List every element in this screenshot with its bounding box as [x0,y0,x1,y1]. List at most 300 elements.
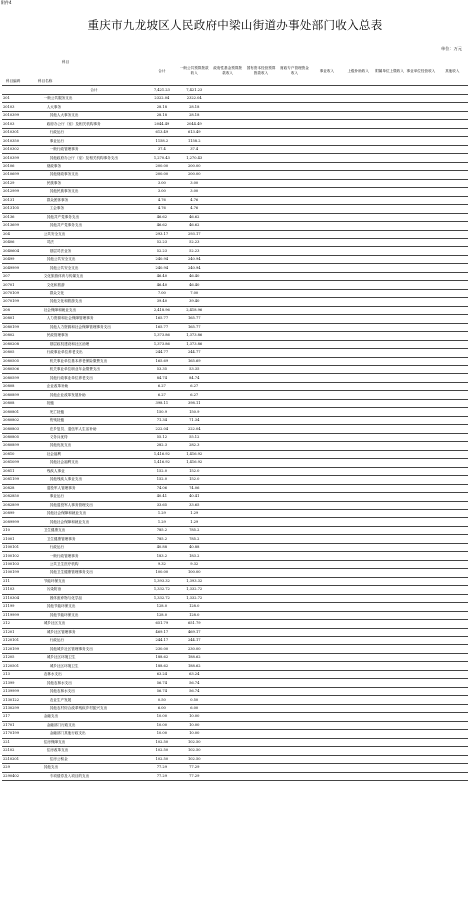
row-code: 20499 [2,255,42,263]
empty-cell [343,459,374,467]
empty-cell [311,255,342,263]
empty-cell [437,704,468,712]
empty-cell [405,188,436,196]
empty-cell [278,399,311,407]
row-code: 20103 [2,103,42,111]
empty-cell [343,306,374,314]
empty-cell [374,230,405,238]
empty-cell [405,747,436,755]
empty-cell [211,721,244,729]
empty-cell [278,526,311,534]
empty-cell [311,408,342,416]
row-general-budget: 469.17 [178,628,211,636]
empty-cell [278,755,311,763]
empty-cell [244,704,277,712]
row-code: 2082850 [2,493,42,501]
row-general-budget: 188.62 [178,662,211,670]
row-general-budget: 102.50 [178,747,211,755]
empty-cell [211,730,244,738]
empty-cell [437,687,468,695]
empty-cell [343,222,374,230]
empty-cell [244,738,277,746]
empty-cell [437,238,468,246]
empty-cell [311,543,342,551]
empty-cell [343,501,374,509]
table-row [2,442,468,450]
empty-cell [211,111,244,119]
empty-cell [437,577,468,585]
empty-cell [343,442,374,450]
empty-cell [211,222,244,230]
empty-cell [437,408,468,416]
table-row [2,628,468,636]
empty-cell [311,526,342,534]
empty-cell [244,289,277,297]
table-row [2,247,468,255]
empty-cell [405,755,436,763]
row-total: 188.62 [146,653,177,661]
empty-cell [405,95,436,103]
row-name: 其他共产党事务支出 [42,222,146,230]
empty-cell [343,340,374,348]
row-general-budget: 28.18 [178,111,211,119]
empty-cell [437,255,468,263]
row-general-budget: 128.0 [178,611,211,619]
empty-cell [405,476,436,484]
empty-cell [343,611,374,619]
table-row [2,687,468,695]
row-code: 20136 [2,213,42,221]
empty-cell [278,747,311,755]
empty-cell [437,493,468,501]
empty-cell [311,628,342,636]
table-row [2,611,468,619]
empty-cell [244,222,277,230]
table-row [2,306,468,314]
row-code: 2082899 [2,501,42,509]
empty-cell [311,611,342,619]
empty-cell [437,95,468,103]
table-row [2,162,468,170]
empty-cell [311,738,342,746]
empty-cell [278,493,311,501]
empty-cell [311,416,342,424]
empty-cell [244,764,277,772]
empty-cell [244,501,277,509]
empty-cell [311,205,342,213]
empty-cell [211,196,244,204]
table-row [2,145,468,153]
empty-cell [343,128,374,136]
empty-cell [374,128,405,136]
empty-cell [437,543,468,551]
empty-cell [437,162,468,170]
empty-cell [278,704,311,712]
empty-cell [374,120,405,128]
unit-label: 单位：万元 [441,46,462,51]
row-total: 1,393.32 [146,577,177,585]
row-total: 71.34 [146,416,177,424]
empty-cell [278,653,311,661]
empty-cell [211,382,244,390]
empty-cell [374,450,405,458]
table-row [2,662,468,670]
empty-cell [437,382,468,390]
empty-cell [211,205,244,213]
row-name: 行政事业单位养老支出 [42,349,146,357]
empty-cell [278,425,311,433]
table-row [2,713,468,721]
empty-cell [405,145,436,153]
empty-cell [374,704,405,712]
row-name: 公共安全支出 [42,230,146,238]
empty-cell [437,340,468,348]
empty-cell [278,518,311,526]
empty-cell [311,238,342,246]
row-name: 其他人力资源和社会保障管理事务支出 [42,323,146,331]
empty-cell [244,171,277,179]
empty-cell [343,577,374,585]
empty-cell [311,281,342,289]
empty-cell [278,535,311,543]
empty-cell [437,611,468,619]
empty-cell [278,281,311,289]
row-general-budget: 1158.2 [178,137,211,145]
row-name: 其他民族事务支出 [42,188,146,196]
table-row [2,399,468,407]
empty-cell [244,332,277,340]
empty-cell [405,289,436,297]
empty-cell [405,357,436,365]
table-row [2,171,468,179]
row-general-budget: 200.00 [178,171,211,179]
row-general-budget: 3.00 [178,188,211,196]
empty-cell [343,120,374,128]
empty-cell [437,103,468,111]
row-total: 9.32 [146,560,177,568]
row-general-budget: 77.29 [178,764,211,772]
empty-cell [278,154,311,162]
table-row [2,238,468,246]
empty-cell [437,535,468,543]
empty-cell [211,238,244,246]
table-row [2,95,468,103]
empty-cell [343,238,374,246]
empty-cell [278,484,311,492]
empty-cell [244,408,277,416]
empty-cell [343,349,374,357]
row-general-budget: 1.29 [178,509,211,517]
empty-cell [405,704,436,712]
empty-cell [244,433,277,441]
empty-cell [311,713,342,721]
table-row [2,670,468,678]
empty-cell [437,620,468,628]
row-code: 20811 [2,467,42,475]
row-code: 2080208 [2,340,42,348]
empty-cell [211,467,244,475]
empty-cell [244,391,277,399]
row-general-budget: 293.17 [178,230,211,238]
empty-cell [311,501,342,509]
empty-cell [343,382,374,390]
empty-cell [374,425,405,433]
empty-cell [211,391,244,399]
table-row [2,493,468,501]
row-general-budget: 282.3 [178,442,211,450]
empty-cell [405,128,436,136]
empty-cell [343,704,374,712]
empty-cell [437,391,468,399]
empty-cell [374,764,405,772]
empty-cell [405,552,436,560]
empty-cell [437,196,468,204]
empty-cell [405,611,436,619]
empty-cell [437,366,468,374]
empty-cell [244,382,277,390]
row-name: 城乡社区环境卫生 [42,653,146,661]
row-code: 2120101 [2,637,42,645]
row-general-budget: 10.00 [178,713,211,721]
empty-cell [374,535,405,543]
empty-cell [278,645,311,653]
empty-cell [437,247,468,255]
empty-cell [244,569,277,577]
table-row [2,332,468,340]
empty-cell [405,408,436,416]
row-general-budget: 77.29 [178,772,211,780]
empty-cell [278,662,311,670]
row-total: 1,416.92 [146,459,177,467]
empty-cell [437,670,468,678]
row-code: 2110304 [2,594,42,602]
empty-cell [211,518,244,526]
row-name: 其他退役军人事务管理支出 [42,501,146,509]
empty-cell [437,171,468,179]
empty-cell [211,713,244,721]
empty-cell [278,128,311,136]
empty-cell [211,586,244,594]
row-name: 文化旅游体育与传媒支出 [42,272,146,280]
empty-cell [343,374,374,382]
table-row [2,755,468,763]
empty-cell [343,315,374,323]
empty-cell [437,230,468,238]
row-total: 10.00 [146,721,177,729]
empty-cell [211,306,244,314]
empty-cell [405,586,436,594]
empty-cell [311,459,342,467]
row-name: 死亡抚恤 [42,408,146,416]
row-name: 金融部门其他行政支出 [42,730,146,738]
empty-cell [437,264,468,272]
row-name: 工会事务 [42,205,146,213]
empty-cell [311,425,342,433]
empty-cell [405,450,436,458]
row-name: 金融支出 [42,713,146,721]
row-total: 3.00 [146,188,177,196]
row-name: 污染防治 [42,586,146,594]
empty-cell [374,637,405,645]
table-row [2,408,468,416]
empty-cell [374,111,405,119]
row-total: 1,332.72 [146,594,177,602]
row-general-budget: 40.88 [178,543,211,551]
empty-cell [437,459,468,467]
table-row [2,696,468,704]
column-header: 事业收入 [311,57,342,86]
row-name: 公共卫生医疗机构 [42,560,146,568]
row-code: 21001 [2,535,42,543]
empty-cell [343,687,374,695]
empty-cell [244,637,277,645]
empty-cell [311,188,342,196]
empty-cell [244,577,277,585]
empty-cell [311,145,342,153]
empty-cell [374,679,405,687]
column-header: 其他收入 [437,57,468,86]
row-total: 1,332.72 [146,586,177,594]
row-name: 事业运行 [42,493,146,501]
empty-cell [244,755,277,763]
empty-cell [244,772,277,780]
row-total: 152.0 [146,476,177,484]
empty-cell [244,366,277,374]
row-total: 28.18 [146,103,177,111]
empty-cell [374,552,405,560]
empty-cell [278,679,311,687]
empty-cell [211,323,244,331]
empty-cell [437,679,468,687]
row-name: 人力资源和社会保障管理事务 [42,315,146,323]
table-row [2,620,468,628]
empty-cell [211,535,244,543]
empty-cell [374,340,405,348]
row-name: 社会福利 [42,450,146,458]
row-name: 专项债券及入项目的支出 [42,772,146,780]
empty-cell [374,289,405,297]
row-total: 128.0 [146,611,177,619]
empty-cell [211,772,244,780]
empty-cell [278,255,311,263]
column-header: 国有资本经营预算拨款收入 [244,57,277,86]
empty-cell [405,594,436,602]
empty-cell [374,620,405,628]
row-name: 其他社会保障和就业支出 [42,509,146,517]
empty-cell [343,205,374,213]
empty-cell [343,145,374,153]
row-total: 46.62 [146,222,177,230]
empty-cell [343,738,374,746]
row-general-budget: 165.69 [178,357,211,365]
row-general-budget: 222.04 [178,425,211,433]
empty-cell [437,603,468,611]
empty-cell [374,509,405,517]
column-header: 政府性基金预算拨款收入 [211,57,244,86]
row-code: 2130122 [2,696,42,704]
empty-cell [374,653,405,661]
empty-cell [311,509,342,517]
empty-cell [244,603,277,611]
empty-cell [374,382,405,390]
row-total: 244.77 [146,349,177,357]
empty-cell [211,611,244,619]
empty-cell [311,332,342,340]
row-total: 1.29 [146,509,177,517]
empty-cell [244,145,277,153]
empty-cell [405,518,436,526]
empty-cell [311,560,342,568]
row-general-budget: 1,332.72 [178,594,211,602]
row-general-budget: 651.79 [178,620,211,628]
row-code: 210 [2,526,42,534]
row-name: 城乡社区环境卫生 [42,662,146,670]
empty-cell [343,493,374,501]
empty-cell [311,645,342,653]
empty-cell [405,425,436,433]
empty-cell [405,662,436,670]
row-name: 节能环保支出 [42,577,146,585]
row-total: 10.00 [146,713,177,721]
empty-cell [311,272,342,280]
empty-cell [405,535,436,543]
empty-cell [278,145,311,153]
empty-cell [374,484,405,492]
row-name: 其他社会福利支出 [42,459,146,467]
empty-cell [211,416,244,424]
empty-cell [311,230,342,238]
row-general-budget: 1,416.92 [178,459,211,467]
empty-cell [311,603,342,611]
empty-cell [244,306,277,314]
row-code: 2010699 [2,171,42,179]
row-code: 211 [2,577,42,585]
empty-cell [211,179,244,187]
row-code: 2100102 [2,552,42,560]
empty-cell [343,213,374,221]
empty-cell [244,238,277,246]
row-name: 其他节能环保支出 [42,611,146,619]
row-name: 行政运行 [42,543,146,551]
row-code: 20131 [2,196,42,204]
empty-cell [343,679,374,687]
row-code: 2013105 [2,205,42,213]
empty-cell [311,179,342,187]
row-name: 其他优抚支出 [42,442,146,450]
row-code: 2120199 [2,645,42,653]
empty-cell [244,670,277,678]
empty-cell [437,747,468,755]
empty-cell [405,120,436,128]
empty-cell [374,501,405,509]
table-row [2,179,468,187]
empty-cell [278,670,311,678]
row-name: 人大事务 [42,103,146,111]
empty-cell [278,416,311,424]
table-row [2,467,468,475]
table-row [2,552,468,560]
empty-cell [437,272,468,280]
empty-cell [311,696,342,704]
empty-cell [437,289,468,297]
empty-cell [311,111,342,119]
row-total: 56.74 [146,679,177,687]
row-general-budget: 1,373.86 [178,332,211,340]
empty-cell [374,747,405,755]
table-row [2,637,468,645]
empty-cell [343,603,374,611]
empty-cell [311,196,342,204]
